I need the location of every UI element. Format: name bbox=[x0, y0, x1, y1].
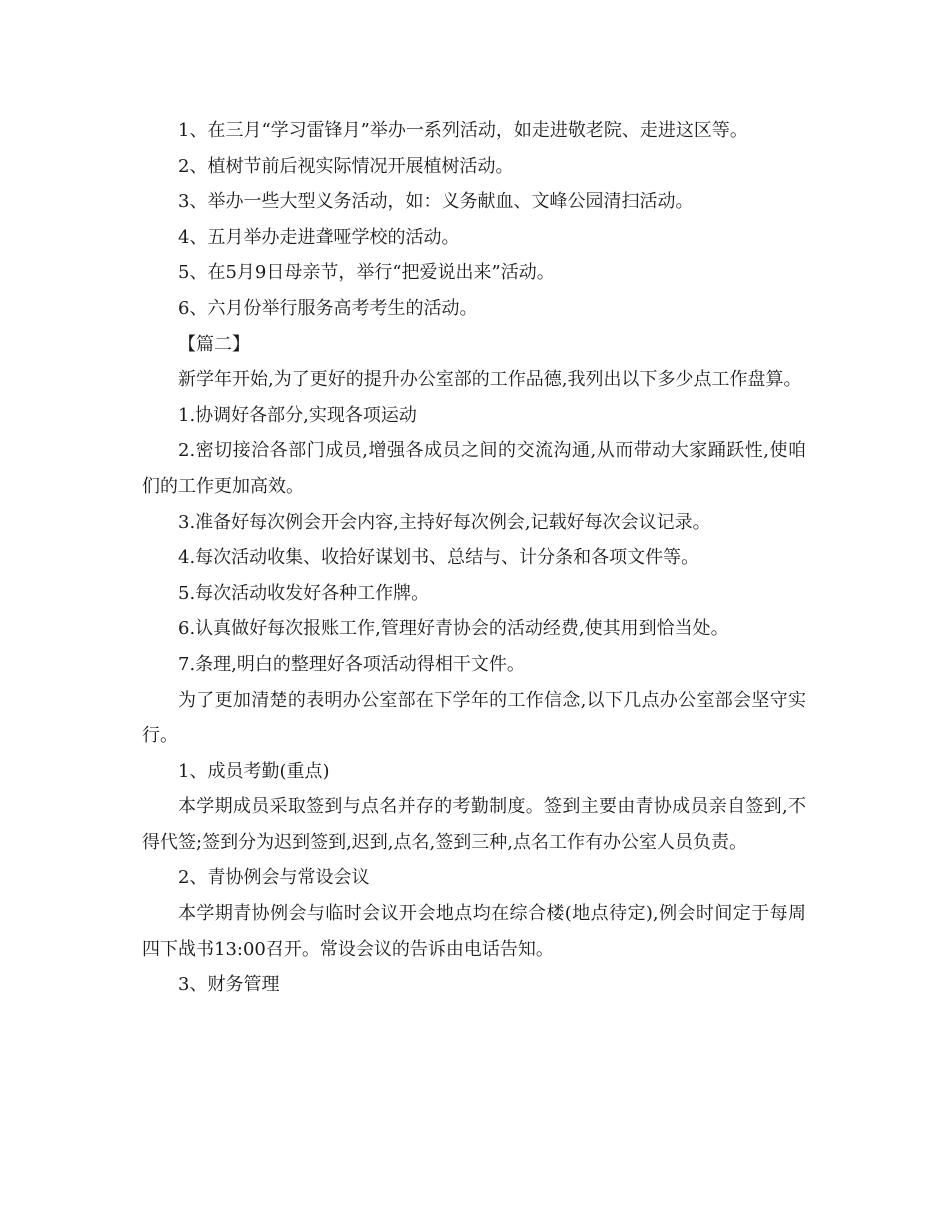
list-item-5: 5.每次活动收发好各种工作牌。 bbox=[178, 582, 430, 604]
paragraph-1: 1、在三月“学习雷锋月”举办一系列活动，如走进敬老院、走进这区等。 bbox=[178, 120, 748, 141]
subheading-finance: 3、财务管理 bbox=[178, 974, 280, 996]
document-body bbox=[142, 113, 806, 1003]
subheading-attendance: 1、成员考勤(重点) bbox=[178, 760, 330, 782]
paragraph-meetings: 本学期青协例会与临时会议开会地点均在综合楼(地点待定),例会时间定于每周四下战书13:00召开。常设会议的告诉由电话告知。 bbox=[142, 903, 806, 960]
list-item-6: 6.认真做好每次报账工作,管理好青协会的活动经费,使其用到恰当处。 bbox=[178, 618, 729, 640]
list-item-4: 4.每次活动收集、收拾好谋划书、总结与、计分条和各项文件等。 bbox=[178, 547, 700, 569]
paragraph-6: 6、六月份举行服务高考考生的活动。 bbox=[178, 297, 478, 319]
list-item-3: 3.准备好每次例会开会内容,主持好每次例会,记载好每次会议记录。 bbox=[178, 511, 711, 533]
list-item-7: 7.条理,明白的整理好各项活动得相干文件。 bbox=[178, 653, 525, 675]
subheading-meetings: 2、青协例会与常设会议 bbox=[178, 867, 370, 889]
paragraph-attendance: 本学期成员采取签到与点名并存的考勤制度。签到主要由青协成员亲自签到,不得代签;签到分为迟到签到,迟到,点名,签到三种,点名工作有办公室人员负责。 bbox=[142, 796, 806, 853]
section-heading-part-two: 【篇二】 bbox=[178, 333, 250, 355]
paragraph-intro: 新学年开始,为了更好的提升办公室部的工作品德,我列出以下多少点工作盘算。 bbox=[178, 369, 802, 391]
paragraph-2: 2、植树节前后视实际情况开展植树活动。 bbox=[178, 155, 514, 177]
paragraph-3: 3、举办一些大型义务活动，如：义务献血、文峰公园清扫活动。 bbox=[178, 191, 694, 213]
paragraph-commitment: 为了更加清楚的表明办公室部在下学年的工作信念,以下几点办公室部会坚守实行。 bbox=[142, 689, 806, 747]
paragraph-4: 4、五月举办走进聋哑学校的活动。 bbox=[178, 226, 460, 248]
paragraph-5: 5、在5月9日母亲节，举行“把爱说出来”活动。 bbox=[178, 262, 555, 284]
list-item-1: 1.协调好各部分,实现各项运动 bbox=[178, 404, 417, 426]
list-item-2: 2.密切接洽各部门成员,增强各成员之间的交流沟通,从而带动大家踊跃性,使咱们的工作更加高效。 bbox=[142, 440, 806, 497]
